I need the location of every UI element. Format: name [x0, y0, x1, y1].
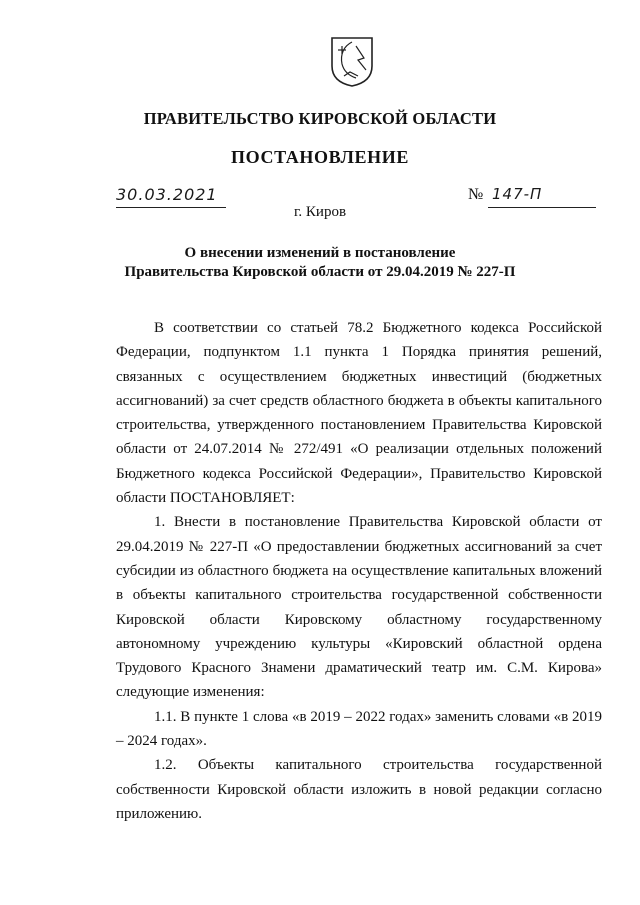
item-1-2-paragraph: 1.2. Объекты капитального строительства государственной собственности Кировской области изложить в новой редакции согласно приложению. — [116, 757, 602, 822]
date-value: 30.03.2021 — [116, 185, 218, 204]
subject-line-2: Правительства Кировской области от 29.04.2019 № 227-П — [124, 264, 516, 280]
item-1-1-paragraph: 1.1. В пункте 1 слова «в 2019 – 2022 годах» заменить словами «в 2019 – 2024 годах». — [116, 708, 602, 750]
number-sign: № — [468, 186, 484, 203]
city-label: г. Киров — [293, 204, 347, 220]
document-subject — [0, 244, 640, 282]
document-type-title: ПОСТАНОВЛЕНИЕ — [231, 147, 409, 167]
item-1-paragraph: 1. Внести в постановление Правительства Кировской области от 29.04.2019 № 227-П «О предоставлении бюджетных ассигнований за счет субсидии из областного бюджета на осуществление капитальных вложений в объекты капитального строительства государственной собственности Кировской области Кировскому областному государственному автономному учреждению культуры «Кировский областной ордена Трудового Красного Знамени драматический театр им. С.М. Кирова» следующие изменения: — [116, 514, 602, 701]
government-title: ПРАВИТЕЛЬСТВО КИРОВСКОЙ ОБЛАСТИ — [143, 109, 497, 128]
subject-line-1: О внесении изменений в постановление — [184, 245, 456, 261]
preamble-paragraph: В соответствии со статьей 78.2 Бюджетного кодекса Российской Федерации, подпунктом 1.1 пункта 1 Порядка принятия решений, связанных с осуществлением бюджетных инвестиций (бюджетных ассигнований) за счет средств областного бюджета в объекты капитального строительства, утвержденного постановлением Правительства Кировской области от 24.07.2014 № 272/491 «О реализации отдельных положений Бюджетного кодекса Российской Федерации», Правительство Кировской области ПОСТАНОВЛЯЕТ: — [116, 320, 602, 507]
document-body — [116, 316, 602, 826]
number-value: 147-П — [492, 185, 543, 203]
coat-of-arms-emblem — [330, 36, 374, 88]
